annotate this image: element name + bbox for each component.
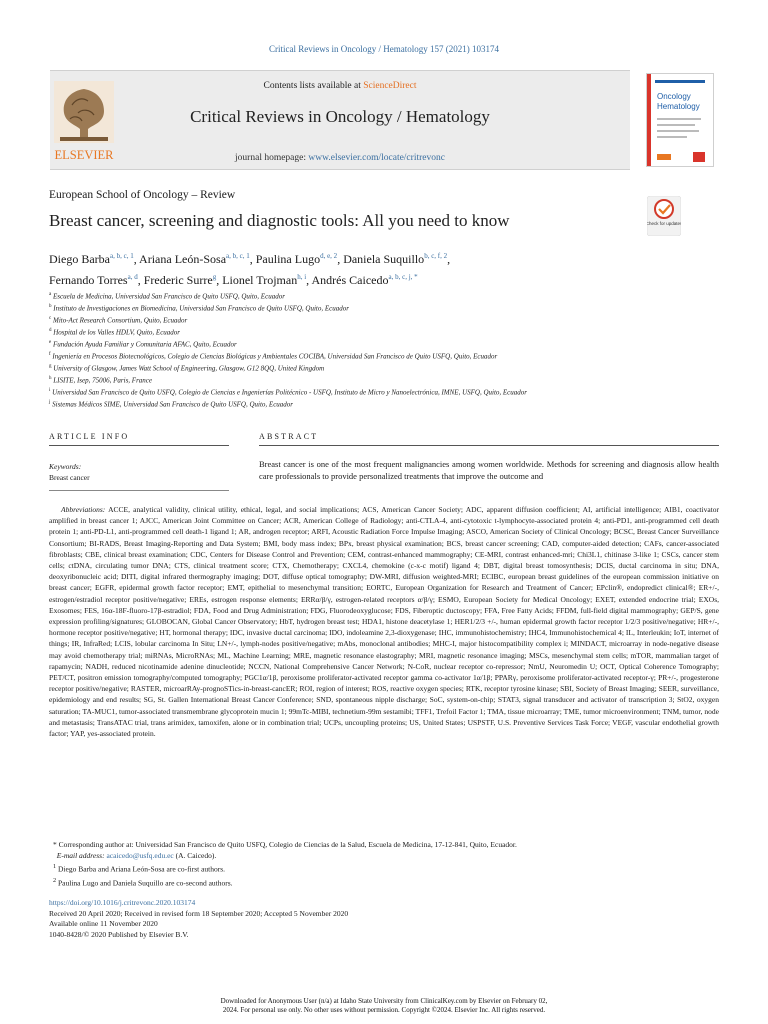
affiliation-item: $^a$ Escuela de Medicina, Universidad San Francisco de Quito USFQ, Quito, Ecuador [49, 292, 285, 301]
email-note: E-mail address: acaicedo@usfq.edu.ec (A. Caicedo). [56, 851, 217, 861]
journal-title: Critical Reviews in Oncology / Hematology [190, 107, 490, 126]
section-label: European School of Oncology – Review [49, 189, 236, 201]
author-name: Daniela Suquillo [343, 252, 425, 266]
author-name: Ariana León-Sosa [139, 252, 227, 266]
affiliation-item: $^e$ Fundación Ayuda Familiar y Comunitaria AFAC, Quito, Ecuador [49, 340, 237, 349]
keyword-item: Breast cancer [49, 473, 90, 482]
sciencedirect-link[interactable]: ScienceDirect [363, 81, 417, 91]
journal-cover-thumbnail [646, 73, 714, 167]
article-info-divider [49, 445, 229, 446]
author-affiliation-mark[interactable]: a, b, c, j, * [388, 273, 418, 281]
affiliation-item: $^i$ Universidad San Francisco de Quito USFQ, Colegio de Ciencias e Ingenierías Politécnico - USFQ, Instituto de Micro y Nanoelectrónica, IMNE, USFQ, Quito, Ecuador [49, 388, 528, 397]
author-affiliation-mark[interactable]: d, e, 2 [320, 252, 338, 260]
author-affiliation-mark[interactable]: h, i [297, 273, 307, 281]
contents-line [50, 81, 630, 91]
check-updates-label: Check for updates [647, 221, 681, 226]
affiliation-item: $^b$ Instituto de Investigaciones en Biomedicina, Universidad San Francisco de Quito USFQ, Quito, Ecuador [49, 304, 349, 313]
email-link[interactable]: acaicedo@usfq.edu.ec [106, 851, 174, 861]
footnotes [49, 839, 719, 889]
keywords-label: Keywords: [49, 462, 82, 471]
footnote-1: $^1$ Diego Barba and Ariana León-Sosa are co-first authors. [53, 863, 226, 874]
banner-box [50, 70, 630, 170]
author-name: Fernando Torres [49, 273, 128, 287]
download-notice-line-1: Downloaded for Anonymous User (n/a) at Idaho State University from ClinicalKey.com by Elsevier on February 02, [220, 997, 548, 1005]
affiliations-list [49, 290, 729, 410]
check-for-updates-icon[interactable] [647, 196, 681, 236]
elsevier-wordmark: ELSEVIER [54, 148, 114, 162]
contents-prefix: Contents lists available at [263, 81, 364, 91]
author-list [49, 247, 649, 289]
cover-title-line2: Hematology [657, 102, 700, 111]
available-online: Available online 11 November 2020 [49, 919, 158, 928]
homepage-prefix: journal homepage: [235, 153, 309, 163]
abstract-text: Breast cancer is one of the most frequent malignancies among women worldwide. Methods for screening and diagnosis allow health care professionals to provide personalized treatments that improve the outcome and [259, 459, 719, 481]
abbreviations-block [49, 504, 719, 739]
author-affiliation-mark[interactable]: b, c, f, 2 [424, 252, 448, 260]
doi-link[interactable]: https://doi.org/10.1016/j.critrevonc.2020.103174 [49, 898, 196, 907]
article-title: Breast cancer, screening and diagnostic tools: All you need to know [49, 211, 510, 230]
article-info-heading: ARTICLE INFO [49, 432, 130, 441]
affiliation-item: $^h$ LISITE, Isep, 75006, Paris, France [49, 376, 153, 385]
author-name: Paulina Lugo [255, 252, 321, 266]
publication-info [49, 898, 719, 940]
corresponding-author-note: * Corresponding author at: Universidad San Francisco de Quito USFQ, Colegio de Ciencias de la Salud, Escuela de Medicina, 17-12-841, Quito, Ecuador. [53, 840, 517, 849]
author-affiliation-mark[interactable]: g [212, 273, 217, 281]
download-notice [0, 997, 768, 1015]
received-dates: Received 20 April 2020; Received in revised form 18 September 2020; Accepted 5 November 2020 [49, 908, 349, 918]
author-affiliation-mark[interactable]: a, b, c, 1 [226, 252, 250, 260]
abstract-heading: ABSTRACT [259, 432, 319, 441]
author-affiliation-mark[interactable]: a, b, c, 1 [109, 252, 134, 260]
affiliation-item: $^j$ Sistemas Médicos SIME, Universidad San Francisco de Quito USFQ, Quito, Ecuador [49, 400, 294, 409]
journal-banner [50, 70, 728, 168]
abbreviations-text: ACCE, analytical validity, clinical utility, ethical, legal, and social implications; ACS, American Cancer Society; ADC, apparent diffusion coefficient; AI, artificial intelligence; AIB1, coactivator amplified in breast cancer 1; AJCC, American Joint Committee on Cancer; ACR, American College of Radiology; anti-CTLA-4, anti-cytotoxic t-lymphocyte-associated protein 4; anti-PD1, anti-programmed cell death protein 1; anti-PD-L1, anti-programmed cell death-1 ligand 1; AR, androgen receptor; ARFI, Acoustic Radiation Force Impulse Imaging; ASCO, American Society of Clinical Oncology; BCSC, Breast Cancer Surveillance Consortium; BI-RADS, Breast Imaging-Reporting and Data System; BMI, body mass index; BPx, breast physical examination; BCS, breast cancer screening; CAD, computer-aided detection; CAFs, cancer-associated fibroblasts; CBE, clinical breast examination; CDC, Centers for Disease Control and Prevention; CEM, contrast-enhanced mammography; CE-MRI, contrast enhanced-mri; Chi3L1, chitinase 3-like 1; CSCs, cancer stem cells; ctDNA, circulating tumor DNA; CTS, clinical treatment score; CTX, Chemotherapy; CXCL4, chemokine (c-x-c motif) ligand 4; DBT, digital breast tomosynthesis; DCIS, ductal carcinoma in situ; DNA, deoxyribonucleic acid; DITI, digital infrared thermography imaging; DOT, diffuse optical tomography; DW-MRI, diffusion weighted-MRI; ECIBC, european breast guidelines of the european commission initiative on breast cancer; EGFR, epidermal growth factor receptor; EMT, epithelial to mesenchymal transition; EORTC, European Organization for Research and Treatment of Cancer; EPclin®, endopredict clinical®; ER+/-, estrogen/estradiol receptor positive/negative; EREs, estrogen response elements; ERRα/β/γ, estrogen-related receptors α/β/γ; ESMO, European Society for Medical Oncology; EXET, extended endocrine trial; EXOs, Exosomes; FES, 16α-18F-fluoro-17β-estradiol; FDA, Food and Drug Administration; FDG, Fluorodeoxyglucose; FDS, Fiberoptic ductoscopy; FFA, Free Fatty Acids; FFDM, full-field digital mammography; GEP/S, gene expression profiling/signatures; GLOBOCAN, Global Cancer Observatory; HbT, hydrogen breast test; HDA1, histone deacetylase 1; HER1/2/3 +/-, human epidermal growth factor receptor 1/2/3 positive/negative; HR+/-, hormone receptor positive/negative; HT, hormonal therapy; IDC, invasive ductal carcinoma; IDO, indoleamine 2,3-dioxygenase; IHC, immunohistochemistry; IHC4, Immunohistochemical 4; IL, Interleukin; IoT, internet of things; IR, InfraRed; LCIS, lobular carcinoma In Situ; LN+/-, lymph-nodes positive/negative; mAbs, monoclonal antibodies; MHC-I, major histocompatibility complex i; MINDACT, microarray in node-negative disease may avoid chemotherapy trial; miRNAs, MicroRNAs; ML, Machine Learning; MRE, magnetic resonance elastography; MRI, magnetic resonance imaging; MSCs, mesenchymal stem cells; mTOR, mammalian target of rapamycin; NADH, reduced nicotinamide adenine dinucleotide; NCCN, National Comprehensive Cancer Network; N-CoR, nuclear receptor co-repressor; NmU, Neuromedin U; OCT, Optical Coherence Tomography; PET/CT, positron emission tomography/computed tomography; PGC1α/1β, peroxisome proliferator-activated receptor gamma co-activator 1α/1β; PPARγ, peroxisome proliferator-activated receptor-γ; PR+/-, progesterone receptor positive/negative; RASTER, microarRAy-prognoSTics-in-breast-cancER; ROI, region of interest; ROS, reactive oxygen species; RTK, receptor tyrosine kinase; SBI, Society of Breast Imaging; SEER, surveillance, epidemiology and end results; SG, St. Gallen International Breast Cancer Conference; SND, spontaneous nipple discharge; SoC, system-on-chip; STAT3, signal transducer and activator of transcription 3; StO2, oxygen saturation; TA-MUC1, tumor-associated transmembrane glycoprotein mucin 1; 99mTc-MIBI, technetium-99m sestamibi; TFF1, Trefoil Factor 1; TMA, tissue microarray; TME, tumor microenvironment; TNM, tumor, node and metastasis; TransATAC trial, trans arimidex, tamoxifen, alone or in combination trial; UCPs, uncoupling proteins; US, United States; USPSTF, U.S. Preventive Services Task Force; VEGF, vascular endothelial growth factor; YAP, yes-associated protein. [49, 505, 719, 739]
cover-title-line1: Oncology [657, 92, 691, 101]
author-name: Andrés Caicedo [311, 273, 389, 287]
author-name: Diego Barba [49, 252, 110, 266]
affiliation-item: $^d$ Hospital de los Valles HDLV, Quito, Ecuador [49, 328, 181, 337]
authors-line-1: Diego Barba$^{a, b, c, 1}$, Ariana León-Sosa$^{a, b, c, 1}$, Paulina Lugo$^{d, e, 2}$, Daniela Suquillo$^{b, c, f, 2}$, [49, 252, 451, 266]
affiliation-item: $^f$ Ingeniería en Procesos Biotecnológicos, Colegio de Ciencias Biológicas y Ambientales COCIBA, Universidad San Francisco de Quito USFQ, Quito, Ecuador [49, 352, 498, 361]
journal-homepage-link[interactable]: www.elsevier.com/locate/critrevonc [308, 153, 445, 163]
author-name: Lionel Trojman [222, 273, 298, 287]
copyright-line: 1040-8428/© 2020 Published by Elsevier B.V. [49, 929, 189, 939]
journal-reference: Critical Reviews in Oncology / Hematology 157 (2021) 103174 [269, 44, 499, 54]
author-name: Frederic Surre [143, 273, 213, 287]
abbreviations-label: Abbreviations: [61, 505, 106, 514]
abstract-divider [259, 445, 719, 446]
keywords-divider [49, 490, 229, 491]
affiliation-item: $^c$ Mito-Act Research Consortium, Quito, Ecuador [49, 316, 188, 325]
download-notice-line-2: 2024. For personal use only. No other uses without permission. Copyright ©2024. Elsevier Inc. All rights reserved. [222, 1006, 546, 1014]
homepage-line [50, 153, 630, 163]
author-affiliation-mark[interactable]: a, d [127, 273, 138, 281]
affiliation-item: $^g$ University of Glasgow, James Watt School of Engineering, Glasgow, G12 8QQ, United Kingdom [49, 364, 325, 373]
footnote-2: $^2$ Paulina Lugo and Daniela Suquillo are co-second authors. [53, 877, 233, 888]
authors-line-2: Fernando Torres$^{a, d}$, Frederic Surre$^g$, Lionel Trojman$^{h, i}$, Andrés Caicedo$^{a, b, c, j, *}$ [49, 273, 418, 287]
